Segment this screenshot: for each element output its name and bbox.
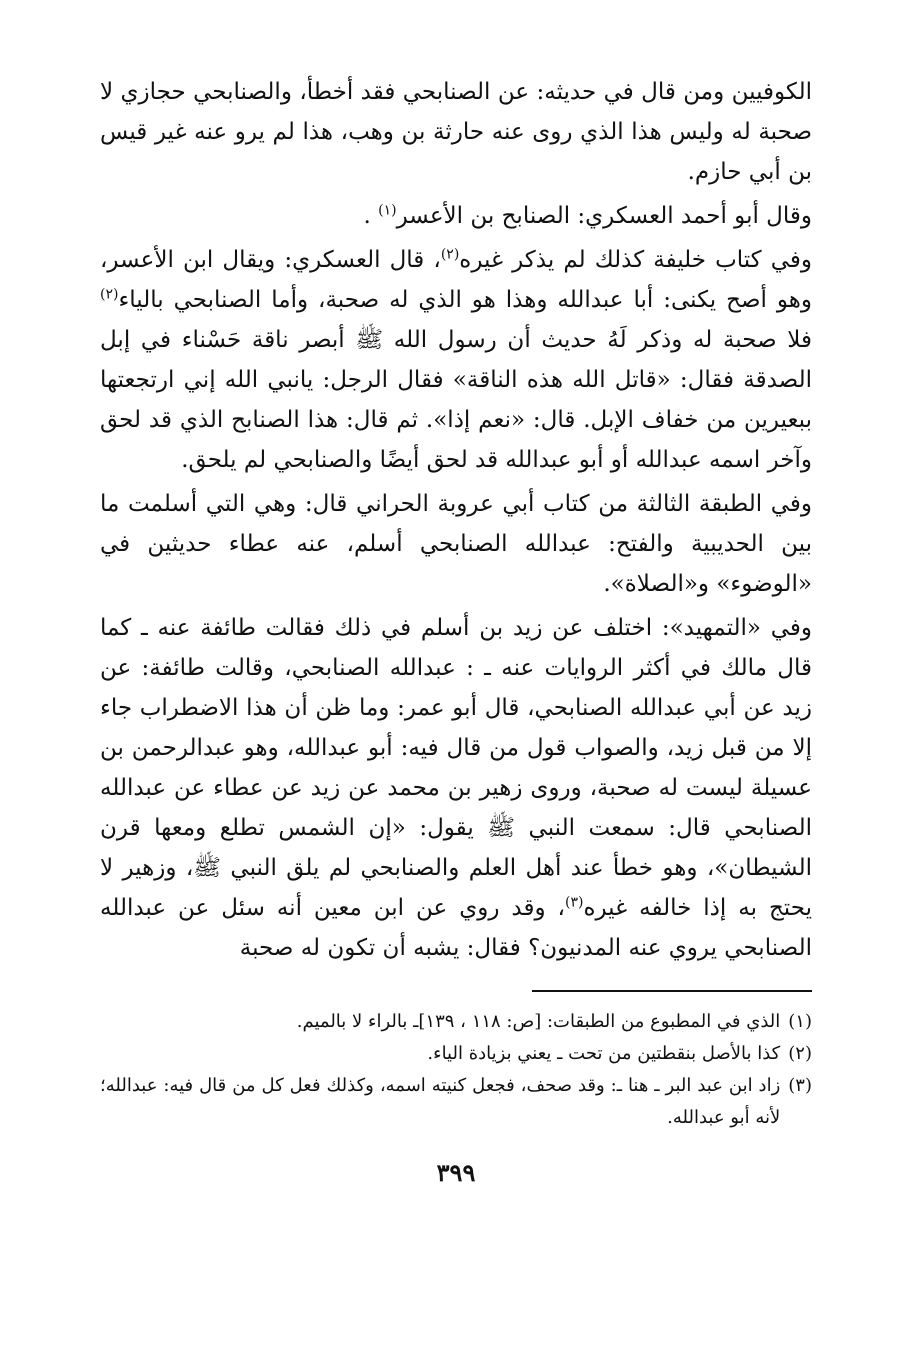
text-segment: وقال أبو أحمد العسكري: الصنابح بن الأعسر [396, 203, 812, 229]
footnote-number: (٣) [788, 1075, 812, 1096]
footnote-number: (٢) [788, 1043, 812, 1064]
footnote [100, 1038, 812, 1070]
footnote-marker: (٣) [564, 894, 584, 911]
body-paragraph [100, 608, 812, 968]
footnote-text: الذي في المطبوع من الطبقات: [ص: ١١٨ ، ١٣٩]ـ بالراء لا بالميم. [296, 1011, 781, 1032]
body-paragraph [100, 240, 812, 480]
body-paragraph [100, 196, 812, 236]
footnote [100, 1006, 812, 1038]
footnotes [100, 1006, 812, 1134]
footnote-marker: (١) [378, 202, 397, 219]
text-segment: فلا صحبة له وذكر لَهُ حديث أن رسول الله ﷺ أبصر ناقة حَسْناء في إبل الصدقة فقال: «قاتل الله هذه الناقة» فقال الرجل: يانبي الله إني ارتجعتها ببعيرين من خفاف الإبل. قال: «نعم إذا». ثم قال: هذا الصنابح الذي قد لحق وآخر اسمه عبدالله أو أبو عبدالله قد لحق أيضًا والصنابحي لم يلحق. [100, 327, 812, 473]
text-segment: ، وقد روي عن ابن معين أنه سئل عن عبدالله الصنابحي يروي عنه المدنيون؟ فقال: يشبه أن تكون له صحبة [100, 895, 812, 961]
text-segment: وفي كتاب خليفة كذلك لم يذكر غيره [459, 247, 813, 273]
body-paragraph [100, 72, 812, 192]
footnote-divider [532, 990, 812, 992]
footnote-text: كذا بالأصل بنقطتين من تحت ـ يعني بزيادة الياء. [427, 1043, 781, 1064]
text-segment: ، قال العسكري: ويقال ابن الأعسر، وهو أصح يكنى: أبا عبدالله وهذا هو الذي له صحبة، وأما الصنابحي بالياء [100, 247, 812, 313]
footnote-marker: (٢) [100, 286, 119, 303]
text-segment: الكوفيين ومن قال في حديثه: عن الصنابحي فقد أخطأ، والصنابحي حجازي لا صحبة له وليس هذا الذي روى عنه حارثة بن وهب، هذا لم يرو عنه غير قيس بن أبي حازم. [100, 79, 812, 185]
footnote [100, 1070, 812, 1134]
footnote-number: (١) [788, 1011, 812, 1032]
text-segment: وفي «التمهيد»: اختلف عن زيد بن أسلم في ذلك فقالت طائفة عنه ـ كما قال مالك في أكثر الروايات عنه ـ : عبدالله الصنابحي، وقالت طائفة: عن زيد عن أبي عبدالله الصنابحي، قال أبو عمر: وما ظن أن هذا الاضطراب جاء إلا من قبل زيد، والصواب قول من قال فيه: أبو عبدالله، وهو عبدالرحمن بن عسيلة ليست له صحبة، وروى زهير بن محمد عن زيد عن عطاء عن عبدالله الصنابحي قال: سمعت النبي ﷺ يقول: «إن الشمس تطلع ومعها قرن الشيطان»، وهو خطأ عند أهل العلم والصنابحي لم يلق النبي ﷺ، وزهير لا يحتج به إذا خالفه غيره [100, 615, 812, 921]
body-text [100, 72, 812, 968]
body-paragraph [100, 484, 812, 604]
page [100, 72, 812, 1187]
text-segment: . [363, 203, 379, 229]
footnote-text: زاد ابن عبد البر ـ هنا ـ: وقد صحف، فجعل كنيته اسمه، وكذلك فعل كل من قال فيه: عبدالله؛ لأنه أبو عبدالله. [100, 1075, 781, 1128]
footnote-marker: (٢) [440, 246, 460, 263]
page-number: ٣٩٩ [436, 1158, 476, 1187]
text-segment: وفي الطبقة الثالثة من كتاب أبي عروبة الحراني قال: وهي التي أسلمت ما بين الحديبية والفتح: عبدالله الصنابحي أسلم، عنه عطاء حديثين في «الوضوء» و«الصلاة». [100, 491, 812, 597]
